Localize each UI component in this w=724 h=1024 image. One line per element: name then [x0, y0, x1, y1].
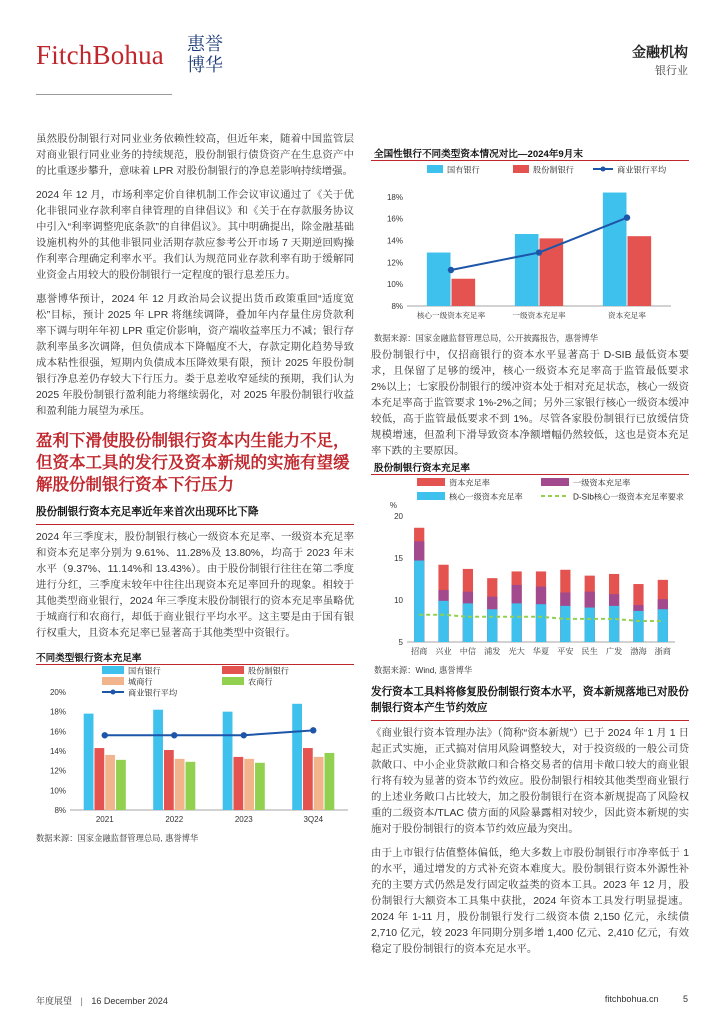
bar [175, 759, 185, 810]
footer-left [36, 994, 168, 1007]
left-subtitle: 股份制银行资本充足率近年来首次出现环比下降 [36, 506, 259, 518]
chart2-source: 数据来源：Wind, 惠誉博华 [374, 665, 473, 675]
y-tick-label: 10 [394, 596, 403, 605]
bar [314, 757, 324, 810]
legend-label: 商业银行平均 [617, 165, 667, 175]
bar [105, 755, 115, 810]
y-tick-label: 20 [394, 512, 403, 521]
y-unit-label: % [389, 501, 397, 510]
y-tick-label: 16% [386, 214, 403, 224]
bar [603, 193, 627, 306]
y-tick-label: 15 [394, 554, 403, 563]
bar [325, 753, 335, 810]
legend-swatch [417, 478, 445, 486]
section-title: 盈利下滑使股份制银行资本内生能力不足，但资本工具的发行及资本新规的实施有望缓解股份制银行资本下行压力 [36, 432, 350, 494]
right-subtitle-divider [371, 720, 689, 721]
series-line [451, 218, 627, 270]
x-tick-label: 民生 [581, 647, 598, 656]
left-paragraph-1: 虽然股份制银行对同业业务依赖性较高，但近年来，随着中国监管层对商业银行同业业务的持续规范，股份制银行债贷资产在生息资产中的比重逐步攀升，意味着 LPR 对股份制银行的净息差影响持续增强。 [36, 134, 354, 177]
bar [452, 279, 476, 306]
right-paragraph-3: 由于上市银行估值整体偏低，绝大多数上市股份制银行市净率低于 1 的水平，通过增发的方式补充资本难度大。股份制银行资本外源性补充的主要方式仍然是发行固定收益类的资本工具。2023 年 12 月，股份制银行大额资本工具集中获批，2024 年资本工具发行明显提速。2024 年 1-11 月，股份制银行发行二级资本债 2,150 亿元，永续债 2,710 亿元，较 2023 年同期分别多增 1,400 亿元、2,410 亿元，有效稳定了股份制银行的资本充足水平。 [371, 848, 689, 955]
line-point [310, 727, 316, 733]
legend-swatch [222, 677, 244, 685]
line-point [102, 732, 108, 738]
y-tick-label: 10% [49, 786, 66, 796]
series-line [105, 730, 314, 735]
bar [84, 714, 94, 810]
x-tick-label: 广发 [605, 647, 623, 656]
bar [186, 762, 196, 810]
bar [585, 608, 595, 642]
y-tick-label: 14% [49, 747, 66, 756]
header-category: 金融机构 [632, 44, 688, 60]
legend-swatch [427, 165, 443, 173]
chart3-title: 不同类型银行资本充足率 [36, 653, 142, 664]
legend-label: 城商行 [128, 677, 153, 687]
y-tick-label: 20% [49, 688, 66, 697]
right-paragraph-2: 《商业银行资本管理办法》（简称“资本新规”）已于 2024 年 1 月 1 日起正式实施，正式搞对信用风险调整较大，对于投资级的一般公司贷款敞口、中小企业贷款敞口和合格交易者的信用卡敞口较大的商业银行将有较为显著的资本节约效应。股份制银行相较其他类型商业银行的上述业务敞口占比较大，加之股份制银行在资本新规提高了风险权重的二级资本/TLAC 债方面的风险暴露相对较少，因此资本新规的实施对于股份制银行的资本节约效应最为突出。 [371, 728, 689, 835]
left-paragraph-4: 2024 年三季度末，股份制银行核心一级资本充足率、一级资本充足率和资本充足率分别为 9.61%、11.28%及 13.80%，均高于 2023 年末水平（9.37%、11.14%和 13.43%）。由于股份制银行往往在第二季度进行分红，三季度末较年中往往出现资本充足率回升的现象。相较于其他类型商业银行，2024 年三季度末股份制银行的资本充足率虽略优于城商行和农商行，却低于商业银行平均水平。这主要是由于国有银行权重大，且资本充足率已显著高于其他类型中资银行。 [36, 532, 354, 639]
bar [463, 603, 473, 642]
legend-label: D-SIb核心一级资本充足率要求 [573, 492, 684, 502]
legend-label: 国有银行 [128, 666, 161, 676]
joint-stock-banks-capital-chart [371, 474, 689, 662]
x-tick-label: 浙商 [654, 647, 672, 656]
left-paragraph-2: 2024 年 12 月，市场利率定价自律机制工作会议审议通过了《关于优化非银同业存款利率自律管理的自律倡议》和《关于在存款服务协议中引入“利率调整兜底条款”的自律倡议》。其中明确提出，除金融基础设施机构外的其他非银同业活期存款应参考公开市场 7 天期逆回购操作利率合理确定利率水平。我们认为规范同业存款利率有助于缓解同业资金占用较大的股份制银行一定程度的银行息差压力。 [36, 190, 354, 281]
header-subcategory: 银行业 [655, 65, 688, 77]
bar [609, 606, 619, 642]
bar [153, 710, 163, 810]
logo-cn-line1: 惠誉 [187, 34, 223, 55]
legend-label: 农商行 [248, 677, 273, 687]
x-tick-label: 3Q24 [303, 815, 324, 824]
bar [116, 760, 126, 810]
y-tick-label: 5 [398, 638, 403, 647]
bar [255, 763, 265, 810]
chart1-title: 全国性银行不同类型资本情况对比—2024年9月末 [374, 149, 583, 160]
left-paragraph-3: 惠誉博华预计，2024 年 12 月政治局会议提出货币政策重回“适度宽松”目标，预计 2025 年 LPR 将继续调降，叠加年内存量住房贷款利率下调与明年年初 LPR 重定价影响，资产端收益率压力不减；银行存款利率虽多次调降，但负债成本下降幅度不大，存款定期化趋势导致成本粘性很强，短期内负债成本压降效果有限，预计 2025 年股份制银行净息差仍存较大下行压力。娄于息差收窄延续的预期，我们认为 2025 年股份制银行盈利能力将继续弱化，对 2025 年股份制银行收益和盈利能力展望为承压。 [36, 294, 354, 417]
y-tick-label: 12% [49, 766, 66, 776]
footer-right [605, 994, 688, 1004]
x-tick-label: 光大 [508, 647, 525, 656]
legend-label: 一级资本充足率 [573, 478, 631, 488]
bar [487, 609, 497, 642]
national-banks-capital-comparison-chart [371, 160, 689, 328]
left-column [36, 132, 354, 642]
y-tick-label: 10% [386, 280, 403, 290]
chart3-source: 数据来源：国家金融监督管理总局, 惠誉博华 [36, 833, 199, 843]
header-divider [36, 94, 172, 95]
chart2-title: 股份制银行资本充足率 [374, 463, 470, 474]
logo-chinese [184, 34, 226, 76]
bar [233, 757, 243, 810]
footer-label: 年度展望 [36, 996, 73, 1006]
legend-label: 核心一级资本充足率 [449, 492, 523, 502]
x-tick-label: 兴业 [435, 647, 452, 656]
y-tick-label: 18% [386, 192, 403, 202]
x-tick-label: 平安 [557, 647, 574, 656]
bar [164, 750, 174, 810]
right-subtitle: 发行资本工具料将修复股份制银行资本水平，资本新规落地已对股份制银行资本产生节约效应 [371, 686, 689, 714]
page-number: 5 [682, 994, 688, 1004]
subtitle-divider [36, 524, 354, 525]
y-tick-label: 8% [391, 302, 403, 311]
bar [658, 609, 668, 642]
legend-swatch [102, 677, 124, 685]
legend-swatch [102, 666, 124, 674]
x-tick-label: 2022 [165, 815, 184, 824]
bar [223, 712, 233, 810]
x-tick-label: 一级资本充足率 [512, 311, 566, 320]
right-paragraph-1-wrap [371, 348, 689, 460]
bar [515, 234, 539, 306]
line-point [624, 214, 630, 220]
x-tick-label: 核心一级资本充足率 [416, 311, 486, 320]
bar [560, 606, 570, 642]
bar [438, 601, 448, 642]
x-tick-label: 资本充足率 [608, 311, 646, 320]
bar [536, 604, 546, 642]
legend-label: 股份制银行 [533, 165, 574, 175]
bar [633, 611, 643, 642]
legend-swatch [417, 492, 445, 500]
line-point [241, 732, 247, 738]
x-tick-label: 2023 [234, 815, 253, 824]
x-tick-label: 华夏 [532, 647, 550, 656]
capital-ratio-by-bank-type-chart [36, 664, 354, 830]
x-tick-label: 2021 [95, 815, 114, 824]
legend-swatch [222, 666, 244, 674]
legend-label: 商业银行平均 [128, 688, 178, 698]
legend-label: 资本充足率 [449, 478, 490, 488]
legend-marker [111, 690, 116, 695]
line-point [448, 267, 454, 273]
legend-label: 股份制银行 [248, 666, 289, 676]
y-tick-label: 8% [54, 806, 66, 815]
bar [414, 561, 424, 642]
x-tick-label: 浦发 [484, 647, 501, 656]
y-tick-label: 16% [49, 727, 66, 737]
bar [244, 759, 254, 810]
bar [292, 704, 302, 810]
legend-swatch [513, 165, 529, 173]
y-tick-label: 18% [49, 707, 66, 717]
legend-label: 国有银行 [447, 165, 480, 175]
legend-marker [601, 167, 606, 172]
y-tick-label: 12% [386, 258, 403, 268]
x-tick-label: 中信 [459, 647, 477, 656]
right-text-wrap [371, 684, 689, 958]
y-tick-label: 14% [386, 236, 403, 246]
footer-date: 16 December 2024 [91, 996, 168, 1006]
footer-divider: | [80, 996, 83, 1006]
right-paragraph-1: 股份制银行中，仅招商银行的资本水平显著高于 D-SIB 最低资本要求，且保留了足够的缓冲，核心一级资本充足率高于监管最低要求 2%以上；七家股份制银行的缓冲资本处于相对充足状态，核心一级资本充足率高于监管要求 1%-2%之间；另外三家银行核心一级资本缓冲较低，高于监管最低要求不到 1%。尽管各家股份制银行已放缓信贷规模增速，但盈利下滑导致资本净额增幅仍然较低，这也是资本充足率下跌的主要原因。 [371, 350, 689, 457]
bar [427, 253, 451, 306]
x-tick-label: 渤海 [630, 647, 647, 656]
logo-text: FitchBohua [36, 40, 164, 70]
bar [94, 748, 104, 810]
legend-swatch [541, 478, 569, 486]
bar [512, 603, 522, 642]
line-point [171, 732, 177, 738]
line-point [536, 249, 542, 255]
logo-cn-line2: 博华 [187, 55, 223, 76]
chart1-source: 数据来源：国家金融监督管理总局，公开披露报告，惠誉博华 [374, 333, 599, 343]
footer-site[interactable]: fitchbohua.cn [604, 994, 659, 1004]
bar [303, 748, 313, 810]
bar [628, 236, 652, 306]
x-tick-label: 招商 [410, 647, 428, 656]
